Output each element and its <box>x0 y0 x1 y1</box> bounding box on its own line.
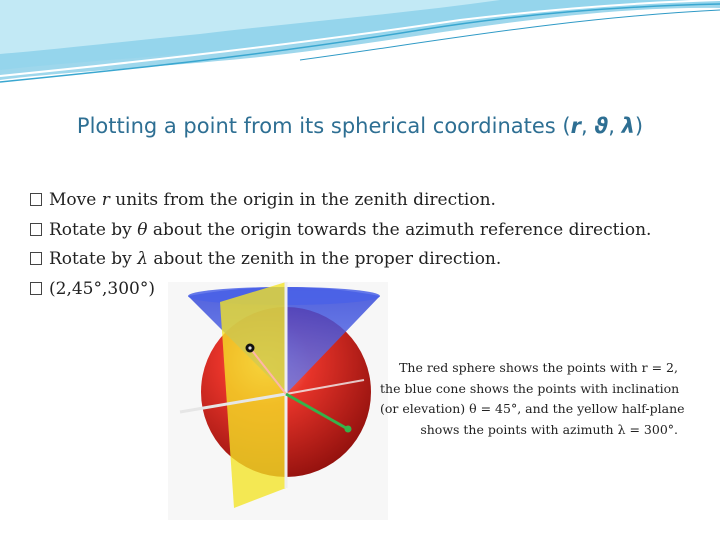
title-lambda: λ <box>621 114 635 138</box>
bullet-item: Move r units from the origin in the zenith direction. <box>30 186 700 216</box>
caption-line: (or elevation) θ = 45°, and the yellow half-plane <box>380 401 685 416</box>
title-theta: ϑ <box>594 114 609 138</box>
slide-title: Plotting a point from its spherical coordinates (r, ϑ, λ) <box>76 114 644 138</box>
title-r: r <box>570 114 581 138</box>
caption-line: the blue cone shows the points with inclination <box>380 380 680 396</box>
bullet-item: Rotate by θ about the origin towards the azimuth reference direction. <box>30 216 700 246</box>
figure-caption <box>380 358 685 440</box>
square-box-icon <box>30 252 42 265</box>
square-box-icon <box>30 223 42 236</box>
square-box-icon <box>30 282 42 295</box>
square-box-icon <box>30 193 42 206</box>
spherical-coordinates-figure <box>168 282 388 520</box>
bullet-item: (2,45°,300°) <box>30 275 700 305</box>
bullet-item: Rotate by λ about the zenith in the proper direction. <box>30 245 700 275</box>
header-wave-decoration <box>0 0 720 90</box>
azimuth-arrow-tip <box>345 426 352 433</box>
caption-line: shows the points with azimuth λ = 300°. <box>420 421 678 437</box>
caption-line: The red sphere shows the points with r = 2, <box>399 360 678 375</box>
